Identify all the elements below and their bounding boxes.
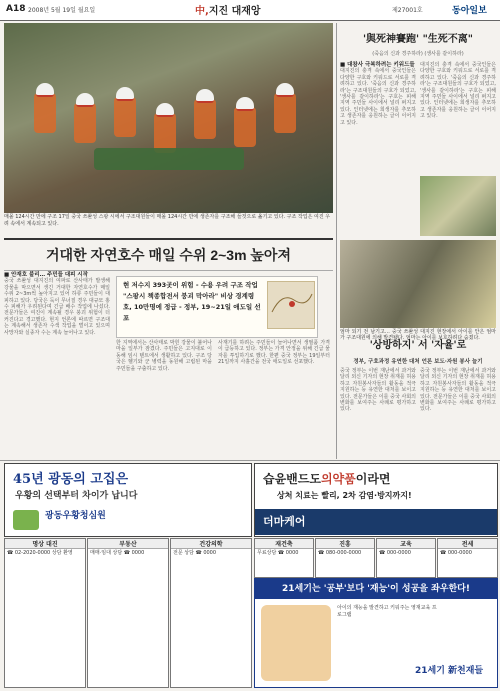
issue-date: 2008년 5월 19일 월요일 xyxy=(28,7,96,14)
main-photo xyxy=(4,23,333,213)
right-mid-title: '상방하지' 서 '자율'로 xyxy=(369,340,467,351)
right-top-subhead: ■ 대참사 극복하려는 키워드들 xyxy=(340,62,415,68)
helmet-shape xyxy=(76,93,94,107)
quote-text: 현 저수지 393곳이 위험 - 수용 우려 구조 작업 "스팡시 책종합전서 붕괴 막아라" 비상 경계령 호, 10만명에 정급 - 정부, 19~21일 애도일 선포 xyxy=(123,281,261,322)
ad-education[interactable] xyxy=(254,578,498,688)
stretcher-shape xyxy=(94,148,244,170)
classified-box[interactable] xyxy=(4,538,86,688)
rescuer-figure xyxy=(154,113,176,153)
ad-right-band: 더마케어 xyxy=(255,509,497,535)
right-mid-body-2: 중국 정부는 이번 재난에서 과거와 달리 외신 기자의 현장 취재를 허용하고 자원봉사자들의 활동을 적극 지원하는 등 유연한 대처를 보이고 있다. 전문가들은 이를 중국 사회의 변화를 보여주는 사례로 평가하고 있다. xyxy=(420,368,496,413)
classified-body: 전문 상담 ☎ 0000 xyxy=(173,550,217,556)
right-mid-body: 중국 정부는 이번 재난에서 과거와 달리 외신 기자의 현장 취재를 허용하고 자원봉사자들의 활동을 적극 지원하는 등 유연한 대처를 보이고 있다. 전문가들은 이를 중국 사회의 변화를 보여주는 사례로 평가하고 있다. xyxy=(340,368,416,413)
right-mid-subtitle: 정부, 구호과정 유연한 대처 언론 보도·자원 봉사 늘기 xyxy=(353,359,483,365)
classified-box[interactable] xyxy=(376,538,436,578)
rescuer-figure xyxy=(34,93,56,133)
article-mid: 한 지역에서는 산사태로 막힌 강물이 불어나 마을 일부가 잠겼다. 주민들은 고지대로 이동해 임시 텐트에서 생활하고 있다. 구조 당국은 헬기와 군 병력을 동원해 고립된 마을 주민들을 구출하고 있다. xyxy=(116,340,212,372)
ad-education-text: 아이의 재능을 발견하고 키워주는 영재교육 프로그램 xyxy=(337,605,437,618)
newspaper-logo: 동아일보 xyxy=(452,6,487,16)
ad-medicine-left[interactable] xyxy=(4,463,252,537)
ad-bandage-right[interactable] xyxy=(254,463,498,537)
classified-heading: 진흥 xyxy=(316,539,374,549)
ad-right-title-pre: 습윤밴드도 xyxy=(263,472,321,486)
helmet-shape xyxy=(236,97,254,111)
article-left xyxy=(4,272,110,458)
right-top-article xyxy=(340,62,416,234)
helmet-shape xyxy=(276,83,294,97)
section-prefix: 中, xyxy=(195,6,209,17)
helmet-shape xyxy=(156,103,174,117)
location-map xyxy=(267,281,315,329)
ad-right-line2: 상처 치료는 빨리, 2차 감염·방지까지! xyxy=(277,491,412,500)
rescuer-figure xyxy=(194,99,216,139)
classified-heading: 명상 대진 xyxy=(5,539,85,549)
brand-logo-icon xyxy=(13,510,39,530)
article-left-subhead: ■ 안재호 불리… 주민들 대피 시작 xyxy=(4,272,89,278)
ad-right-title-em: 의약품 xyxy=(320,472,356,486)
helmet-shape xyxy=(116,87,134,101)
right-photo-1 xyxy=(420,176,496,236)
classified-body: 매매·임대 상담 ☎ 0000 xyxy=(90,550,145,556)
article-mid2: 사재기를 하려는 주민들이 늘어나면서 생필품 가격이 급등하고 있다. 정부는 가격 안정을 위해 긴급 물자를 투입하기로 했다. 한편 중국 정부는 19일부터 21일까지 사흘간을 전국 애도일로 선포했다. xyxy=(218,340,330,366)
child-image xyxy=(261,605,331,681)
rescuer-figure xyxy=(114,97,136,137)
rescuer-figure xyxy=(234,107,256,147)
right-photo-2 xyxy=(340,240,496,328)
classified-heading: 건강의학 xyxy=(171,539,251,549)
classified-body: ☎ 02-2020-0000 상담 환영 xyxy=(7,550,73,556)
main-photo-caption: 매몰 124시간 만에 구조 17일 중국 쓰촨성 스팡 시에서 구조대원들이 매몰 124시간 만에 생존자를 구조해 들것으로 옮기고 있다. 구조 작업은 여진 우려 속에서 계속되고 있다. xyxy=(4,214,331,227)
classified-box[interactable] xyxy=(437,538,498,578)
ad-right-title xyxy=(263,470,391,487)
classified-heading: 전세 xyxy=(438,539,497,549)
classified-heading: 교육 xyxy=(377,539,435,549)
classified-box[interactable] xyxy=(170,538,252,688)
map-icon xyxy=(268,282,314,328)
quote-box xyxy=(116,276,318,338)
main-headline: 거대한 자연호수 매일 수위 2~3m 높아져 xyxy=(4,238,333,271)
classified-heading: 부동산 xyxy=(88,539,168,549)
classified-body: 무료상담 ☎ 0000 xyxy=(257,550,299,556)
ad-left-line2: 우황의 선택부터 차이가 납니다 xyxy=(15,491,138,501)
right-top-article-2: 대지진의 충격 속에서 중국인들은 다양한 구호와 키워드로 서로를 격려하고 있다. '죽음의 신과 경주하라'는 구조대원들의 구호가 되었고, '생사를 같이하라'는 구호는 피해 지역 주민들 사이에서 널리 퍼지고 있다. 인터넷에는 희생자를 추모하고 생존자를 응원하는 글이 이어지고 있다. xyxy=(420,62,496,120)
ad-left-product: 광동우황청심원 xyxy=(45,511,106,521)
classified-body: ☎ 000-0000 xyxy=(379,550,411,556)
ad-right-title-post: 이라면 xyxy=(355,472,391,486)
classified-box[interactable] xyxy=(254,538,314,578)
rescuer-figure xyxy=(74,103,96,143)
page-number: A18 xyxy=(6,4,26,14)
issue-number: 제27001호 xyxy=(392,7,423,14)
ad-divider xyxy=(0,460,500,461)
classified-box[interactable] xyxy=(315,538,375,578)
right-top-title: '與死神賽跑' "生死不离" xyxy=(362,34,474,45)
right-top-body: 대지진의 충격 속에서 중국인들은 다양한 구호와 키워드로 서로를 격려하고 있다. '죽음의 신과 경주하라'는 구조대원들의 구호가 되었고, '생사를 같이하라'는 구호는 피해 지역 주민들 사이에서 널리 퍼지고 있다. 인터넷에는 희생자를 추모하고 생존자를 응원하는 글이 이어지고 있다. xyxy=(340,68,416,126)
classified-body: ☎ 080-000-0000 xyxy=(318,550,362,556)
classified-heading: 재건축 xyxy=(255,539,313,549)
rescuer-figure xyxy=(274,93,296,133)
classified-body: ☎ 000-0000 xyxy=(440,550,472,556)
column-divider xyxy=(336,23,337,459)
right-photo-caption: 엄마 되기 전 남기고… 중국 쓰촨성 대지진 현장에서 아이를 안은 엄마가 구조대원에 의해 발견됐다. 엄마는 아이를 보호하려다 숨졌다. xyxy=(340,329,496,342)
article-left-body: 중국 쓰촨성 대지진의 여파로 산사태가 발생해 강물을 막으면서 생긴 거대한 자연호수가 매일 수위 2~3m씩 높아지고 있어 하류 주민들이 대피하고 있다. 당국은 둑이 무너질 경우 대규모 홍수 피해가 우려된다며 긴급 배수 작업에 나섰다. 전문가들은 여진이 계속될 경우 붕괴 위험이 더 커진다고 경고했다. 현지 언론에 따르면 구조대는 계속해서 생존자 수색 작업을 벌이고 있으며 사망자와 실종자 수는 계속 늘어나고 있다. xyxy=(4,278,110,336)
ad-left-title: 45년 광동의 고집은 xyxy=(13,472,129,487)
page-header xyxy=(0,0,500,21)
section-name: 지진 대재앙 xyxy=(208,6,261,17)
right-top-subtitle: (죽음의 신과 경주하라) (생사를 같이하라) xyxy=(372,51,464,57)
section-title xyxy=(195,2,261,17)
classified-box[interactable] xyxy=(87,538,169,688)
ad-education-band: 21세기는 '공부'보다 '재능'이 성공을 좌우한다! xyxy=(255,579,497,599)
helmet-shape xyxy=(196,89,214,103)
ad-education-brand: 21세기 新천재들 xyxy=(415,666,484,676)
helmet-shape xyxy=(36,83,54,97)
